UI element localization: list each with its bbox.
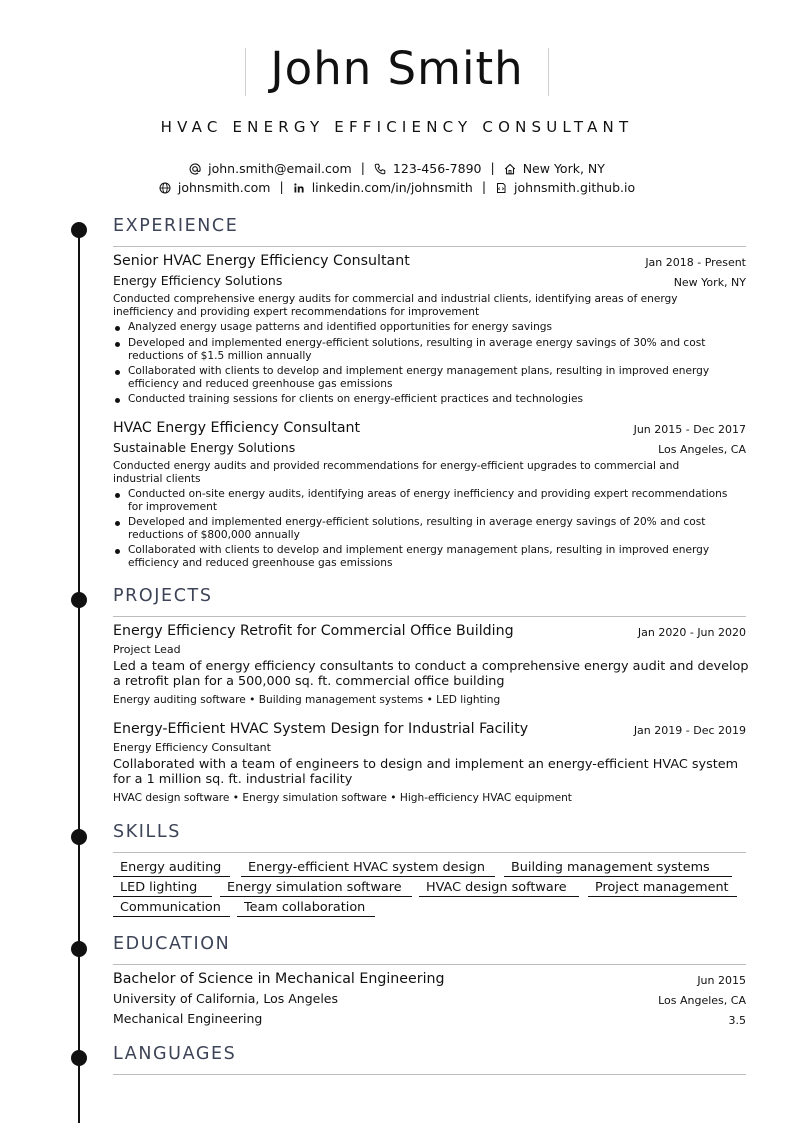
- contact-row-2: [0, 179, 794, 195]
- company-name: Energy Efficiency Solutions: [113, 273, 283, 288]
- skill-tag: Team collaboration: [237, 900, 375, 917]
- contact-phone[interactable]: [374, 161, 482, 176]
- school-location: Los Angeles, CA: [658, 994, 746, 1007]
- name-divider-right: [548, 48, 549, 96]
- skill-tag: HVAC design software: [419, 880, 579, 897]
- contact-separator: |: [490, 160, 495, 175]
- job-summary: Conducted energy audits and provided recommendations for energy-efficient upgrades to commercial and industrial clients: [113, 460, 680, 485]
- project-dates: Jan 2019 - Dec 2019: [633, 724, 746, 737]
- skill-tag: Building management systems: [504, 860, 732, 877]
- timeline-dot-projects: [71, 592, 87, 608]
- website-text: johnsmith.com: [177, 180, 271, 195]
- contact-email[interactable]: [189, 161, 352, 176]
- project-title: Energy Efficiency Retrofit for Commercial Office Building: [113, 623, 514, 639]
- linkedin-text: linkedin.com/in/johnsmith: [311, 180, 473, 195]
- job-bullet: Collaborated with clients to develop and implement energy management plans, resulting in improved energy efficiency and reduced greenhouse gas emissions: [128, 365, 743, 390]
- section-divider: [113, 852, 746, 853]
- github-text: johnsmith.github.io: [514, 180, 636, 195]
- section-title-languages: LANGUAGES: [113, 1044, 237, 1064]
- email-text: john.smith@email.com: [208, 161, 352, 176]
- job-title: Senior HVAC Energy Efficiency Consultant: [113, 253, 410, 269]
- contact-website[interactable]: [159, 180, 271, 195]
- contact-separator: |: [360, 160, 365, 175]
- major: Mechanical Engineering: [113, 1011, 263, 1026]
- timeline-dot-experience: [71, 222, 87, 238]
- section-divider: [113, 1074, 746, 1075]
- phone-text: 123-456-7890: [392, 161, 482, 176]
- contact-separator: |: [279, 179, 284, 194]
- job-title: HVAC Energy Efficiency Consultant: [113, 420, 361, 436]
- company-name: Sustainable Energy Solutions: [113, 440, 296, 455]
- job-bullet: Developed and implemented energy-efficient solutions, resulting in average energy savings of 20% and cost reductions of $800,000 annually: [128, 516, 743, 541]
- skill-tag: Energy-efficient HVAC system design: [241, 860, 495, 877]
- globe-icon: [159, 182, 171, 194]
- job-bullet: Collaborated with clients to develop and implement energy management plans, resulting in improved energy efficiency and reduced greenhouse gas emissions: [128, 544, 743, 569]
- project-role: Energy Efficiency Consultant: [113, 741, 271, 754]
- contact-linkedin[interactable]: [293, 180, 473, 195]
- section-divider: [113, 964, 746, 965]
- job-headline: HVAC ENERGY EFFICIENCY CONSULTANT: [160, 118, 634, 136]
- project-dates: Jan 2020 - Jun 2020: [637, 626, 746, 639]
- job-dates: Jun 2015 - Dec 2017: [633, 423, 746, 436]
- job-location: Los Angeles, CA: [658, 443, 746, 456]
- project-title: Energy-Efficient HVAC System Design for Industrial Facility: [113, 721, 529, 737]
- section-title-projects: PROJECTS: [113, 586, 213, 606]
- job-bullet: Analyzed energy usage patterns and identified opportunities for energy savings: [128, 321, 743, 334]
- project-description: Led a team of energy efficiency consultants to conduct a comprehensive energy audit and develop a retrofit plan for a 500,000 sq. ft. commercial office building: [113, 659, 749, 689]
- skill-tag: LED lighting: [113, 880, 212, 897]
- project-tags: HVAC design software • Energy simulation software • High-efficiency HVAC equipment: [113, 792, 572, 804]
- github-icon: [495, 182, 507, 194]
- gpa: 3.5: [728, 1014, 746, 1027]
- graduation-date: Jun 2015: [697, 974, 746, 987]
- section-divider: [113, 246, 746, 247]
- section-title-skills: SKILLS: [113, 822, 181, 842]
- timeline-dot-skills: [71, 829, 87, 845]
- at-icon: [189, 163, 201, 175]
- section-title-education: EDUCATION: [113, 934, 231, 954]
- contact-separator: |: [481, 179, 487, 194]
- section-divider: [113, 616, 746, 617]
- section-title-experience: EXPERIENCE: [113, 216, 239, 236]
- job-dates: Jan 2018 - Present: [645, 256, 746, 269]
- home-icon: [504, 163, 516, 175]
- location-text: New York, NY: [522, 161, 605, 176]
- skill-tag: Project management: [588, 880, 737, 897]
- job-bullet: Conducted on-site energy audits, identifying areas of energy inefficiency and providing expert recommendations for improvement: [128, 488, 743, 513]
- job-bullet: Developed and implemented energy-efficient solutions, resulting in average energy savings of 30% and cost reductions of $1.5 million annually: [128, 337, 743, 362]
- timeline-dot-education: [71, 941, 87, 957]
- degree-title: Bachelor of Science in Mechanical Engineering: [113, 971, 445, 987]
- skill-tag: Communication: [113, 900, 230, 917]
- contact-github[interactable]: [495, 180, 635, 195]
- phone-icon: [374, 163, 386, 175]
- skill-tag: Energy auditing: [113, 860, 230, 877]
- linkedin-icon: [293, 182, 305, 194]
- school-name: University of California, Los Angeles: [113, 991, 339, 1006]
- project-description: Collaborated with a team of engineers to design and implement an energy-efficient HVAC system for a 1 million sq. ft. industrial facility: [113, 757, 739, 787]
- timeline-dot-languages: [71, 1050, 87, 1066]
- project-role: Project Lead: [113, 643, 181, 656]
- job-location: New York, NY: [673, 276, 746, 289]
- project-tags: Energy auditing software • Building management systems • LED lighting: [113, 694, 501, 706]
- timeline-line: [78, 225, 80, 1123]
- job-summary: Conducted comprehensive energy audits for commercial and industrial clients, identifying areas of energy inefficiency and providing expert recommendations for improvement: [113, 293, 678, 318]
- contact-location: [504, 161, 605, 176]
- contact-row-1: [0, 160, 794, 176]
- job-bullet: Conducted training sessions for clients on energy-efficient practices and technologies: [128, 393, 743, 406]
- skill-tag: Energy simulation software: [220, 880, 412, 897]
- candidate-name: John Smith: [270, 42, 524, 95]
